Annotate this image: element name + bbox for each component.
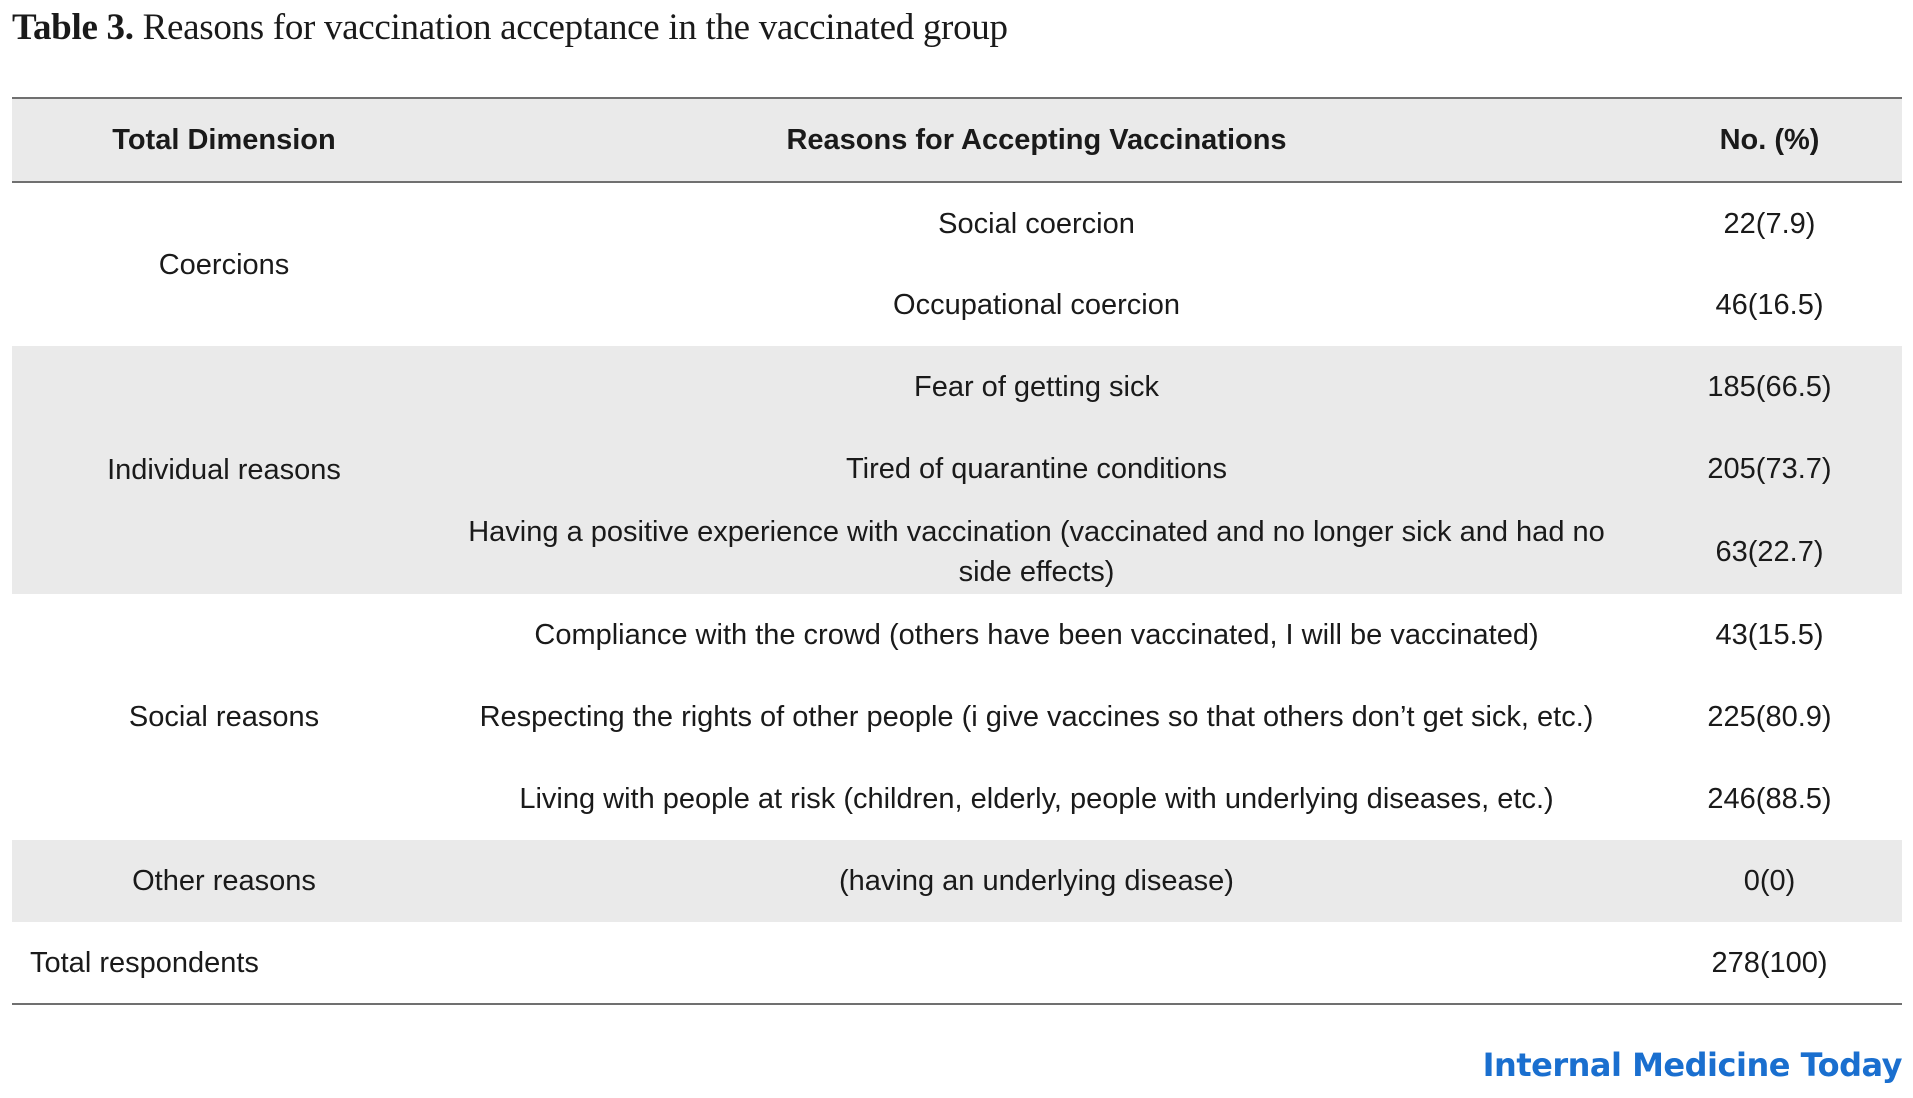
- table-caption: [12, 6, 1008, 49]
- table-caption-text: Reasons for vaccination acceptance in the vaccinated group: [133, 7, 1008, 48]
- reason-cell: Fear of getting sick: [436, 346, 1637, 428]
- total-empty-cell: [436, 922, 1637, 1004]
- reason-cell: Tired of quarantine conditions: [436, 428, 1637, 510]
- journal-brand-logo: Internal Medicine Today: [1482, 1046, 1902, 1084]
- reason-cell: Social coercion: [938, 207, 1135, 240]
- value-cell: 63(22.7): [1637, 510, 1902, 594]
- value-cell: 46(16.5): [1715, 289, 1824, 321]
- value-cell: 43(15.5): [1715, 619, 1824, 651]
- reason-cell: (having an underlying disease): [436, 840, 1637, 922]
- reason-cell: Compliance with the crowd (others have been vaccinated, I will be vaccinated): [534, 619, 1539, 651]
- total-respondents-value: 278(100): [1637, 922, 1902, 1004]
- header-reasons: Reasons for Accepting Vaccinations: [436, 98, 1637, 182]
- value-cell: 225(80.9): [1707, 701, 1832, 733]
- reason-cell: Respecting the rights of other people (i give vaccines so that others don’t get sick, etc.): [479, 701, 1594, 733]
- table-row: [12, 840, 1902, 922]
- value-cell: 0(0): [1637, 840, 1902, 922]
- reason-cell: Occupational coercion: [893, 289, 1180, 321]
- dimension-cell-individual-reasons: Individual reasons: [12, 346, 436, 594]
- header-count-percent: No. (%): [1637, 98, 1902, 182]
- table-header-row: [12, 98, 1902, 182]
- vaccination-reasons-table: [12, 97, 1902, 1005]
- dimension-cell-social-reasons: Social reasons: [128, 701, 320, 733]
- table-row: [12, 346, 1902, 428]
- value-cell: 246(88.5): [1707, 783, 1832, 815]
- reason-cell: Having a positive experience with vaccination (vaccinated and no longer sick and had no side effects): [436, 510, 1637, 594]
- value-cell: 185(66.5): [1637, 346, 1902, 428]
- header-total-dimension: Total Dimension: [12, 98, 436, 182]
- table-row: [12, 182, 1902, 264]
- table-row: [12, 594, 1902, 676]
- dimension-cell-coercions: Coercions: [158, 248, 290, 281]
- total-row: [12, 922, 1902, 1004]
- value-cell: 205(73.7): [1637, 428, 1902, 510]
- reason-cell: Living with people at risk (children, elderly, people with underlying diseases, etc.): [519, 783, 1554, 815]
- table-caption-label: Table 3.: [12, 7, 134, 48]
- dimension-cell-other-reasons: Other reasons: [12, 840, 436, 922]
- total-respondents-label: Total respondents: [12, 922, 436, 1004]
- value-cell: 22(7.9): [1723, 207, 1816, 240]
